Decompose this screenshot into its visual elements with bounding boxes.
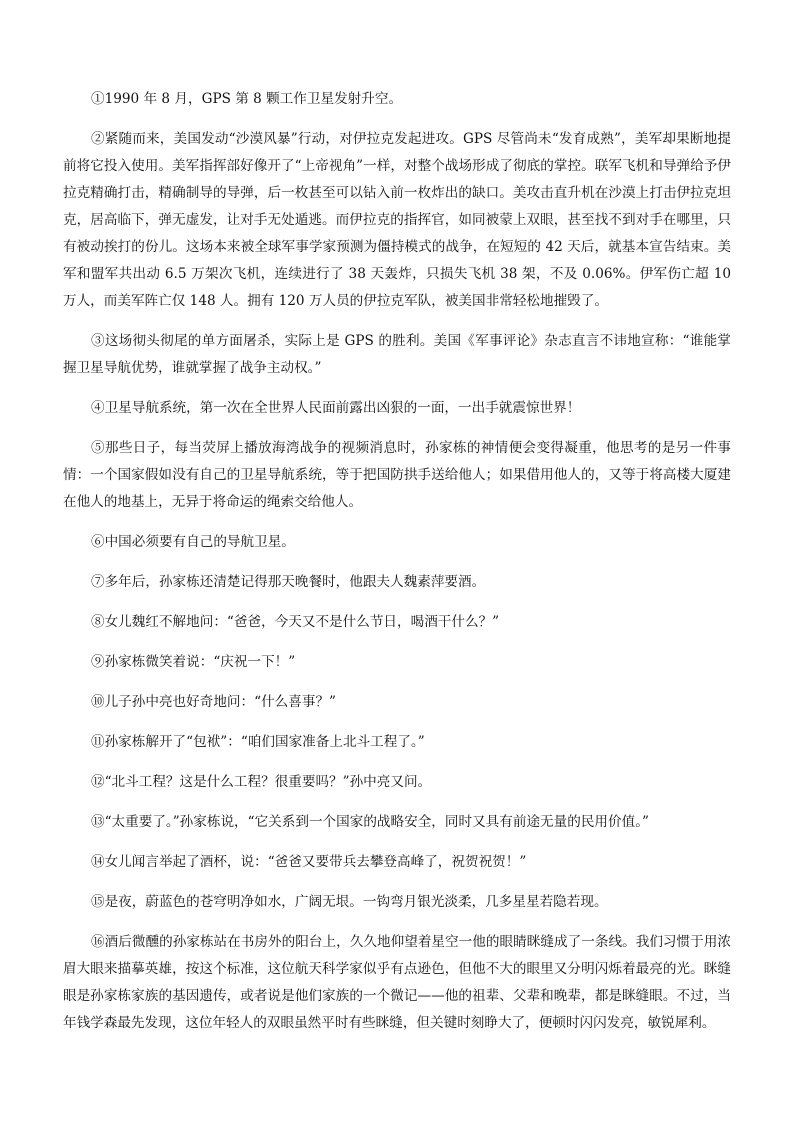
paragraph-3: ③这场彻头彻尾的单方面屠杀，实际上是 GPS 的胜利。美国《军事评论》杂志直言不讳地宣称：“谁能掌握卫星导航优势，谁就掌握了战争主动权。” <box>63 333 731 376</box>
paragraph-4: ④卫星导航系统，第一次在全世界人民面前露出凶狠的一面，一出手就震惊世界！ <box>91 400 581 416</box>
paragraph-9: ⑨孙家栋微笑着说：“庆祝一下！” <box>91 654 296 670</box>
paragraph-1: ①1990 年 8 月，GPS 第 8 颗工作卫星发射升空。 <box>91 91 403 107</box>
paragraph-10: ⑩儿子孙中亮也好奇地问：“什么喜事？” <box>91 694 336 710</box>
paragraph-16: ⑯酒后微醺的孙家栋站在书房外的阳台上，久久地仰望着星空一他的眼睛眯缝成了一条线。我们习惯于用浓眉大眼来描摹英雄，按这个标准，这位航天科学家似乎有点逊色，但他不大的眼里又分明闪烁着最亮的光。眯缝眼是孙家栋家族的基因遗传，或者说是他们家族的一个微记——他的祖辈、父辈和晚辈，都是眯缝眼。不过，当年钱学森最先发现，这位年轻人的双眼虽然平时有些眯缝，但关键时刻睁大了，便顿时闪闪发亮，敏锐犀利。 <box>63 934 731 1031</box>
paragraph-6: ⑥中国必须要有自己的导航卫星。 <box>91 534 295 550</box>
paragraph-2: ②紧随而来，美国发动“沙漠风暴”行动，对伊拉克发起进攻。GPS 尽管尚未“发育成熟”，美军却果断地提前将它投入使用。美军指挥部好像开了“上帝视角”一样，对整个战场形成了彻底的掌控。联军飞机和导弹给予伊拉克精确打击，精确制导的导弹，后一枚甚至可以钻入前一枚炸出的缺口。美攻击直升机在沙漠上打击伊拉克坦克，居高临下，弹无虚发，让对手无处遁逃。而伊拉克的指挥官，如同被蒙上双眼，甚至找不到对手在哪里，只有被动挨打的份儿。这场本来被全球军事学家预测为僵持模式的战争，在短短的 42 天后，就基本宣告结束。美军和盟军共出动 6.5 万架次飞机，连续进行了 38 天轰炸，只损失飞机 38 架，不及 0.06%。伊军伤亡超 10 万人，而美军阵亡仅 148 人。拥有 120 万人员的伊拉克军队，被美国非常轻松地摧毁了。 <box>63 131 731 309</box>
paragraph-15: ⑮是夜，蔚蓝色的苍穹明净如水，广阔无垠。一钩弯月银光淡柔，几多星星若隐若现。 <box>91 894 608 910</box>
paragraph-14: ⑭女儿闻言举起了酒杯，说：“爸爸又要带兵去攀登高峰了，祝贺祝贺！” <box>91 854 527 870</box>
paragraph-11: ⑪孙家栋解开了“包袱”：“咱们国家准备上北斗工程了。” <box>91 734 425 750</box>
paragraph-12: ⑫“北斗工程？这是什么工程？很重要吗？”孙中亮又问。 <box>91 774 432 790</box>
paragraph-5: ⑤那些日子，每当荧屏上播放海湾战争的视频消息时，孙家栋的神情便会变得凝重，他思考的是另一件事情：一个国家假如没有自己的卫星导航系统，等于把国防拱手送给他人；如果借用他人的，又等于将高楼大厦建在他人的地基上，无异于将命运的绳索交给他人。 <box>63 440 731 510</box>
paragraph-7: ⑦多年后，孙家栋还清楚记得那天晚餐时，他跟夫人魏素萍要酒。 <box>91 574 486 590</box>
paragraph-8: ⑧女儿魏红不解地问：“爸爸，今天又不是什么节日，喝酒干什么？” <box>91 614 500 630</box>
paragraph-13: ⑬“太重要了。”孙家栋说，“它关系到一个国家的战略安全，同时又具有前途无量的民用价值。” <box>91 814 649 830</box>
article-body <box>63 86 731 1050</box>
